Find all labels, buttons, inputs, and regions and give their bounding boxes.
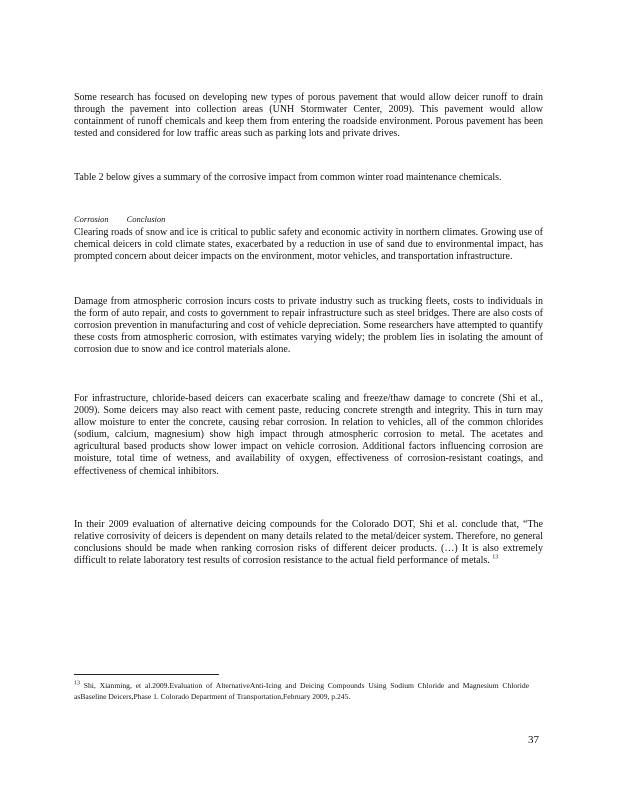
paragraph-infrastructure: For infrastructure, chloride-based deicers can exacerbate scaling and freeze/thaw damage to concrete (Shi et al., 2009). Some deicers may also react with cement paste, reducing concrete strength and integrity. This in turn may allow moisture to enter the concrete, causing rebar corrosion. In relation to vehicles, all of the common chlorides (sodium, calcium, magnesium) show high impact through atmospheric corrosion to metal. The acetates and agricultural based products show lower impact on vehicle corrosion. Additional factors influencing corrosion are moisture, total time of wetness, and availability of oxygen, effectiveness of corrosion-resistant coatings, and effectiveness of chemical inhibitors. bbox=[74, 393, 543, 477]
paragraph-shi-evaluation bbox=[74, 519, 543, 567]
footnote bbox=[74, 680, 529, 703]
paragraph-atmospheric-corrosion: Damage from atmospheric corrosion incurs costs to private industry such as trucking fleets, costs to individuals in the form of auto repair, and costs to government to repair infrastructure such as steel bridges. There are also costs of corrosion prevention in manufacturing and cost of vehicle depreciation. Some researchers have attempted to quantify these costs from atmospheric corrosion, with estimates varying widely; the problem lies in isolating the amount of corrosion due to snow and ice control materials alone. bbox=[74, 296, 543, 356]
paragraph-shi-text: In their 2009 evaluation of alternative deicing compounds for the Colorado DOT, Shi et al. conclude that, “The relative corrosivity of deicers is dependent on many details related to the metal/deicer system. Therefore, no general conclusions should be made when ranking corrosion risks of different deicer products. (…) It is also extremely difficult to relate laboratory test results of corrosion resistance to the actual field performance of metals. bbox=[74, 519, 543, 567]
paragraph-clearing-roads: Clearing roads of snow and ice is critical to public safety and economic activity in northern climates. Growing use of chemical deicers in cold climate states, exacerbated by a reduction in use of sand due to environmental impact, has prompted concern about deicer impacts on the environment, motor vehicles, and transportation infrastructure. bbox=[74, 227, 543, 263]
footnote-number: 13 bbox=[74, 680, 80, 687]
footnote-reference[interactable]: 13 bbox=[492, 554, 499, 561]
table-header-conclusion: Conclusion bbox=[126, 214, 166, 224]
footnote-text: Shi, Xianming, et al.2009.Evaluation of AlternativeAnti-Icing and Deicing Compounds Using Sodium Chloride and Magnesium Chloride asBaseline Deicers,Phase 1. Colorado Department of Transportation,February 2009, p.245. bbox=[74, 681, 529, 702]
paragraph-table-intro: Table 2 below gives a summary of the corrosive impact from common winter road maintenance chemicals. bbox=[74, 172, 502, 183]
paragraph-porous-pavement: Some research has focused on developing new types of porous pavement that would allow deicer runoff to drain through the pavement into collection areas (UNH Stormwater Center, 2009). This pavement would allow containment of runoff chemicals and keep them from entering the roadside environment. Porous pavement has been tested and considered for low traffic areas such as parking lots and private drives. bbox=[74, 92, 543, 140]
table-header bbox=[74, 214, 183, 224]
page-number: 37 bbox=[528, 734, 539, 746]
table-header-corrosion: Corrosion bbox=[74, 214, 109, 224]
footnote-divider bbox=[74, 674, 219, 675]
